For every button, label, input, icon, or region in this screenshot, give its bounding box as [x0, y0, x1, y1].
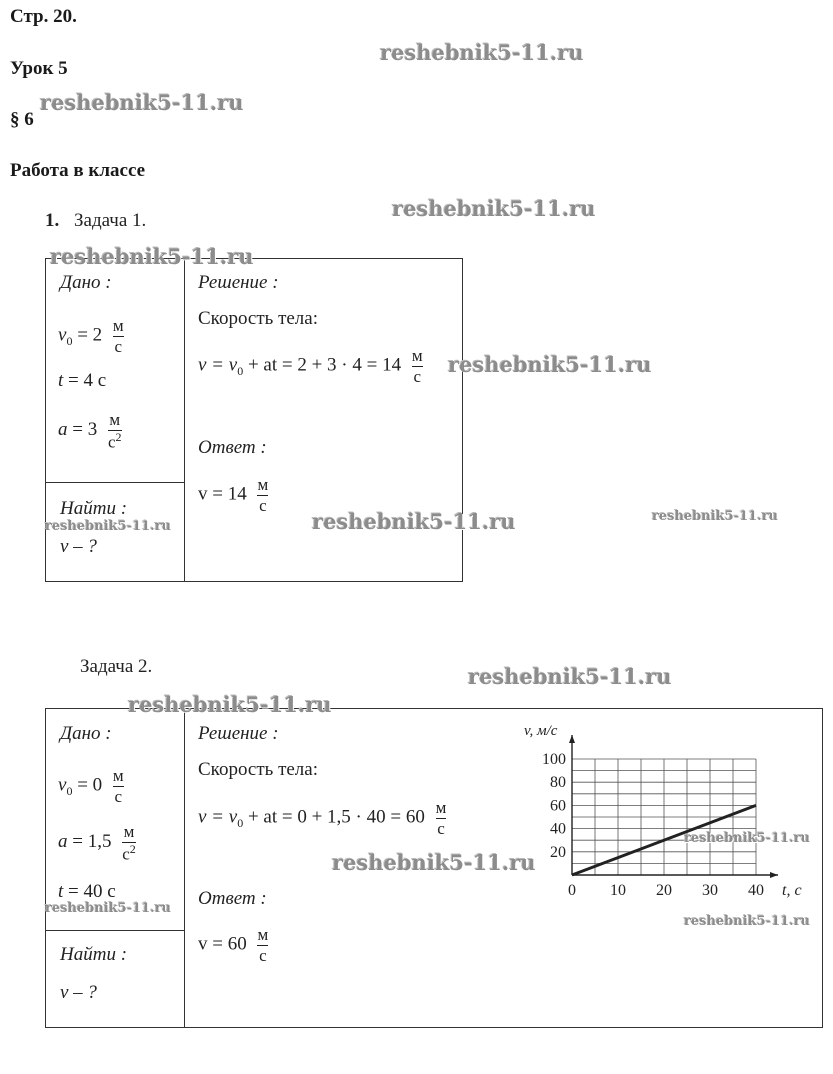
task1-solution-intro: Скорость тела: — [198, 308, 318, 329]
task1-formula: $v = v_0$ + at = 2 + 3 · 4 = 14 $\frac{м}{с}$ — [198, 346, 423, 386]
x-tick-label: 40 — [748, 882, 764, 899]
task1-answer-label: Ответ : — [198, 437, 267, 458]
x-tick-label: 20 — [656, 882, 672, 899]
task1-given-a: a = 3 $\frac{м}{с^2}$ — [58, 410, 122, 452]
task1-find-label: Найти : — [60, 498, 128, 519]
y-tick-label: 60 — [550, 797, 566, 815]
task2-given-v0: $v_0 = 0$ $\frac{м}{с}$ — [58, 766, 124, 806]
task1-answer: v = 14 $\frac{м}{с}$ — [198, 475, 269, 515]
task1-title: Задача 1. — [74, 210, 147, 231]
section-title: Работа в классе — [10, 160, 146, 181]
x-tick-label: 10 — [610, 882, 626, 899]
y-tick-label: 20 — [550, 843, 566, 861]
x-axis-label: t, c — [782, 882, 802, 899]
lesson-title: Урок 5 — [10, 58, 68, 79]
watermark: reshebnik5-11.ru — [684, 914, 811, 929]
task2-find-label: Найти : — [60, 944, 128, 965]
task1-given-t: t = 4 с — [58, 370, 107, 391]
task2-given-t: t = 40 с — [58, 881, 116, 902]
task2-title: Задача 2. — [80, 656, 153, 677]
watermark: reshebnik5-11.ru — [40, 90, 244, 115]
task1-given-label: Дано : — [60, 272, 112, 293]
y-axis-arrow — [569, 735, 575, 743]
task2-answer-label: Ответ : — [198, 888, 267, 909]
task1-number: 1. — [45, 210, 60, 231]
task2-find: v – ? — [60, 982, 97, 1003]
x-tick-label: 30 — [702, 882, 718, 899]
y-tick-label: 80 — [550, 774, 566, 792]
y-tick-label: 100 — [542, 751, 566, 768]
watermark: reshebnik5-11.ru — [652, 509, 779, 524]
velocity-chart — [510, 700, 810, 905]
watermark: reshebnik5-11.ru — [50, 244, 254, 269]
task1-given-find-divider — [45, 482, 185, 483]
task2-divider — [184, 708, 185, 1028]
watermark: reshebnik5-11.ru — [45, 901, 172, 916]
paragraph-title: § 6 — [10, 109, 34, 130]
task2-given-a: a = 1,5 $\frac{м}{с^2}$ — [58, 822, 136, 864]
task1-divider — [184, 258, 185, 582]
task2-given-find-divider — [45, 930, 185, 931]
y-axis-label: v, м/с — [524, 723, 558, 739]
task2-solution-label: Решение : — [198, 723, 279, 744]
watermark: reshebnik5-11.ru — [45, 519, 172, 534]
watermark: reshebnik5-11.ru — [448, 352, 652, 377]
task2-answer: v = 60 $\frac{м}{с}$ — [198, 925, 269, 965]
task2-formula: $v = v_0$ + at = 0 + 1,5 · 40 = 60 $\frac{м}{с}$ — [198, 798, 447, 838]
watermark: reshebnik5-11.ru — [380, 40, 584, 65]
task1-find: v – ? — [60, 536, 97, 557]
watermark: reshebnik5-11.ru — [312, 509, 516, 534]
y-tick-label: 40 — [550, 820, 566, 838]
task1-heading — [45, 210, 146, 232]
watermark: reshebnik5-11.ru — [684, 831, 811, 846]
watermark: reshebnik5-11.ru — [128, 692, 332, 717]
page-ref: Стр. 20. — [10, 6, 77, 27]
watermark: reshebnik5-11.ru — [392, 196, 596, 221]
x-tick-label: 0 — [568, 882, 576, 899]
x-axis-arrow — [770, 872, 778, 878]
watermark: reshebnik5-11.ru — [468, 664, 672, 689]
task2-given-label: Дано : — [60, 723, 112, 744]
task1-given-v0: $v_0 = 2$ $\frac{м}{с}$ — [58, 316, 124, 356]
watermark: reshebnik5-11.ru — [332, 850, 536, 875]
task1-solution-label: Решение : — [198, 272, 279, 293]
task2-solution-intro: Скорость тела: — [198, 759, 318, 780]
